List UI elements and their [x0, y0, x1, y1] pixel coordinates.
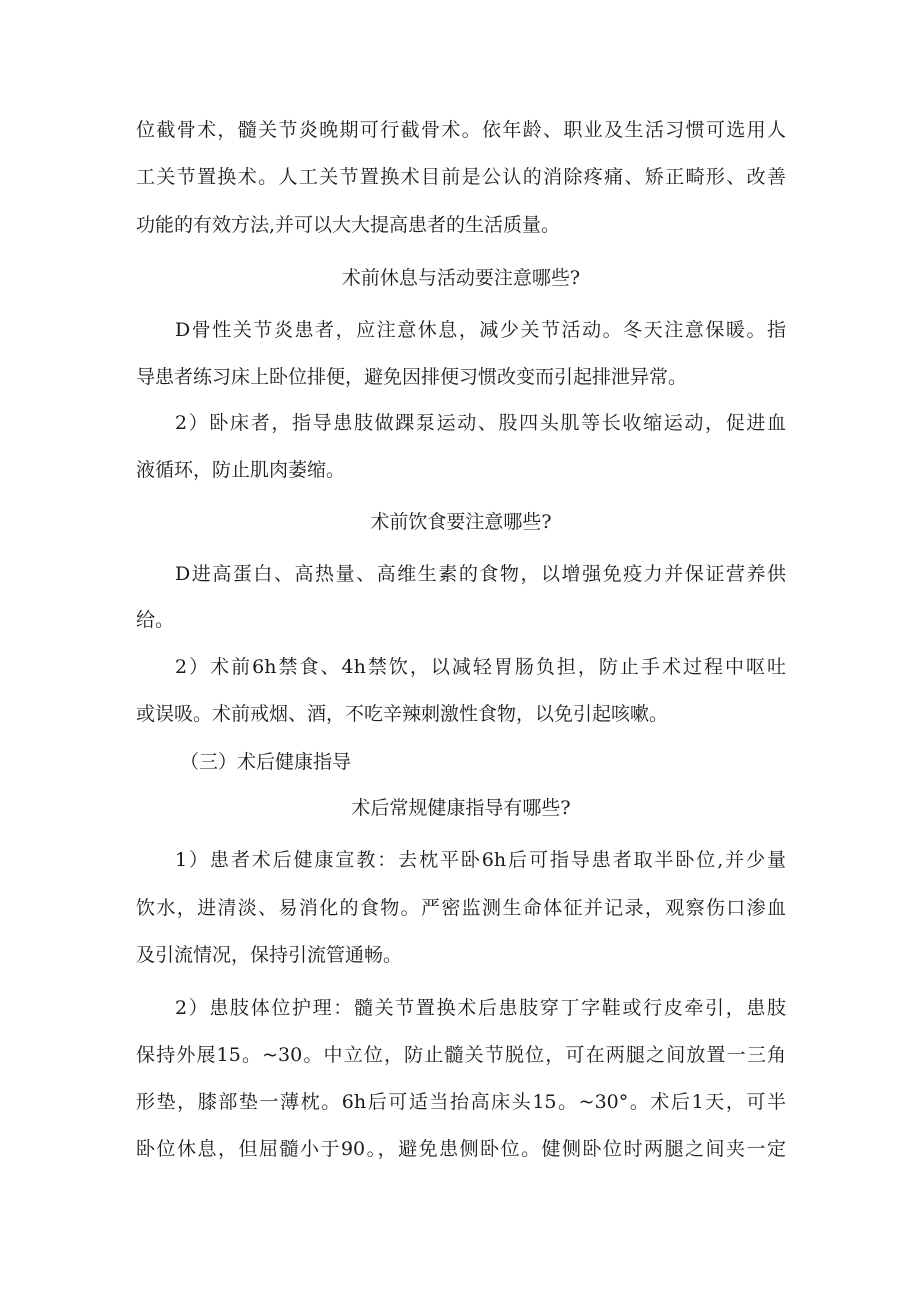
- question-heading: 术后常规健康指导有哪些?: [351, 797, 571, 819]
- section-heading: （三）术后健康指导: [180, 751, 352, 773]
- paragraph-line: 饮水，进清淡、易消化的食物。严密监测生命体征并记录，观察伤口渗血: [136, 897, 786, 919]
- paragraph-line: 1）患者术后健康宣教：去枕平卧6h后可指导患者取半卧位,并少量: [175, 849, 786, 871]
- paragraph-line: 位截骨术，髓关节炎晚期可行截骨术。依年龄、职业及生活习惯可选用人: [136, 119, 786, 141]
- paragraph-line: 卧位休息，但屈髓小于90。，避免患侧卧位。健侧卧位时两腿之间夹一定: [136, 1138, 786, 1160]
- question-heading: 术前饮食要注意哪些?: [370, 511, 552, 533]
- paragraph-line: D骨性关节炎患者，应注意休息，减少关节活动。冬天注意保暖。指: [175, 319, 786, 341]
- paragraph-line: 保持外展15。~30。中立位，防止髓关节脱位，可在两腿之间放置一三角: [136, 1044, 786, 1066]
- paragraph-line: 导患者练习床上卧位排便，避免因排便习惯改变而引起排泄异常。: [136, 366, 688, 388]
- question-heading: 术前休息与活动要注意哪些?: [341, 267, 581, 289]
- paragraph-line: 功能的有效方法,并可以大大提高患者的生活质量。: [136, 214, 561, 236]
- paragraph-line: 2）术前6h禁食、4h禁饮，以减轻胃肠负担，防止手术过程中呕吐: [175, 656, 786, 678]
- paragraph-line: 液循环，防止肌肉萎缩。: [136, 459, 346, 481]
- paragraph-line: 及引流情况，保持引流管通畅。: [136, 944, 403, 966]
- paragraph-line: 给。: [136, 609, 175, 631]
- paragraph-line: 2）患肢体位护理：髓关节置换术后患肢穿丁字鞋或行皮牵引，患肢: [175, 997, 786, 1019]
- paragraph-line: 2）卧床者，指导患肢做踝泵运动、股四头肌等长收缩运动，促进血: [175, 412, 786, 434]
- paragraph-line: 工关节置换术。人工关节置换术目前是公认的消除疼痛、矫正畸形、改善: [136, 166, 786, 188]
- paragraph-line: D进高蛋白、高热量、高维生素的食物，以增强免疫力并保证营养供: [175, 563, 786, 585]
- paragraph-line: 形垫，膝部垫一薄枕。6h后可适当抬高床头15。~30°。术后1天，可半: [136, 1091, 786, 1113]
- paragraph-line: 或误吸。术前戒烟、酒，不吃辛辣刺激性食物，以免引起咳嗽。: [136, 703, 669, 725]
